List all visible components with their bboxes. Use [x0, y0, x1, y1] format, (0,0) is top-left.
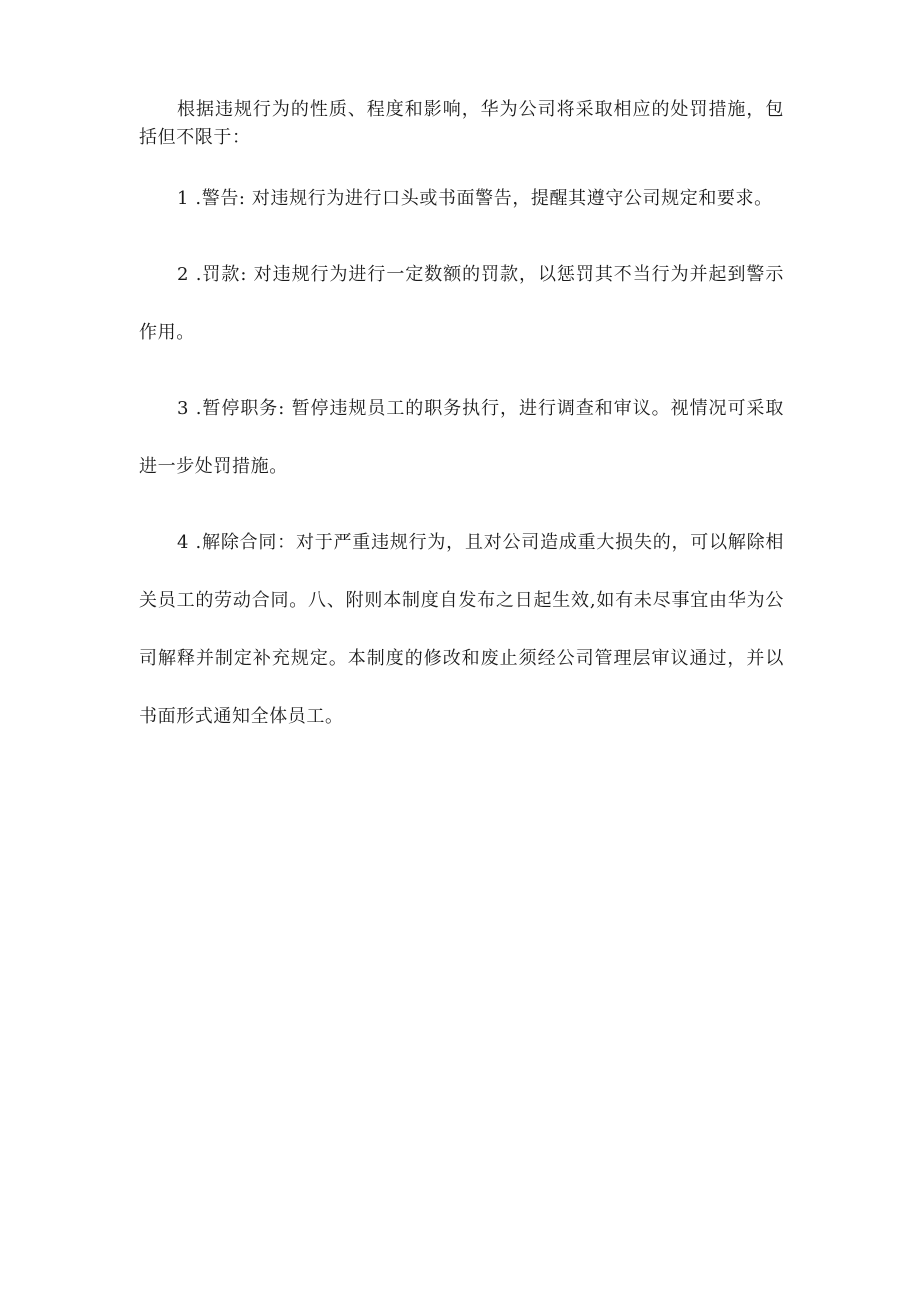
- item-number: 1: [177, 188, 190, 209]
- item-text: 对违规行为进行一定数额的罚款，以惩罚其不当行为并起到警示作用。: [139, 264, 784, 343]
- item-title: 解除合同：: [201, 532, 296, 553]
- item-number: 4: [177, 532, 190, 553]
- list-item: 1 .警告: 对违规行为进行口头或书面警告，提醒其遵守公司规定和要求。: [177, 188, 773, 209]
- item-number: 2: [177, 264, 190, 285]
- list-item: 3 .暂停职务: 暂停违规员工的职务执行，进行调查和审议。视情况可采取进一步处罚措施。: [139, 398, 784, 477]
- document-body: [139, 96, 784, 746]
- penalty-list: [139, 170, 784, 746]
- item-text: 对于严重违规行为，且对公司造成重大损失的，可以解除相关员工的劳动合同。八、附则本制度自发布之日起生效,如有未尽事宜由华为公司解释并制定补充规定。本制度的修改和废止须经公司管理层审议通过，并以书面形式通知全体员工。: [139, 532, 784, 727]
- item-title: 罚款:: [202, 264, 247, 285]
- list-item: 4 .解除合同：对于严重违规行为，且对公司造成重大损失的，可以解除相关员工的劳动合同。八、附则本制度自发布之日起生效,如有未尽事宜由华为公司解释并制定补充规定。本制度的修改和废止须经公司管理层审议通过，并以书面形式通知全体员工。: [139, 532, 784, 727]
- item-title: 警告:: [201, 188, 246, 209]
- intro-paragraph: 根据违规行为的性质、程度和影响，华为公司将采取相应的处罚措施，包括但不限于：: [139, 99, 784, 148]
- item-text: 对违规行为进行口头或书面警告，提醒其遵守公司规定和要求。: [251, 188, 773, 209]
- list-item: 2 .罚款: 对违规行为进行一定数额的罚款，以惩罚其不当行为并起到警示作用。: [139, 264, 784, 343]
- item-title: 暂停职务:: [202, 398, 285, 419]
- item-text: 暂停违规员工的职务执行，进行调查和审议。视情况可采取进一步处罚措施。: [139, 398, 784, 477]
- item-number: 3: [177, 398, 190, 419]
